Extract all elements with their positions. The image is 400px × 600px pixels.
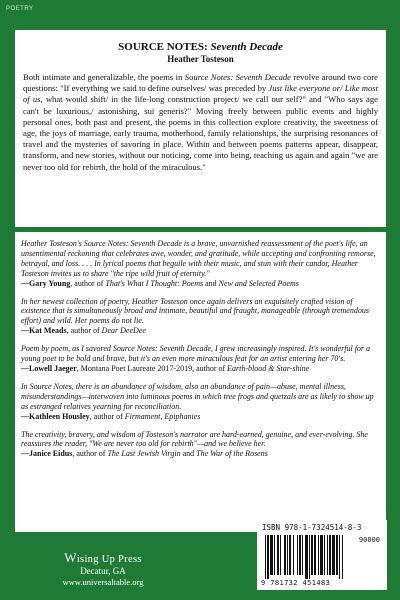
description-run: Source Notes: Seventh Decade — [184, 72, 291, 82]
publisher-website: www.universaltable.org — [62, 577, 144, 587]
barcode-bar — [270, 535, 273, 575]
barcode-bar — [289, 535, 291, 575]
isbn-number: ISBN 978-1-7324514-8-3 — [262, 523, 362, 532]
credit-run: , author of — [66, 326, 102, 336]
barcode-bar — [309, 535, 310, 579]
barcode-bar — [305, 535, 308, 579]
barcode-bar — [287, 535, 288, 575]
barcode-bar — [329, 535, 331, 575]
review-list — [21, 239, 380, 467]
review-quote: In Source Notes, there is an abundance of wisdom, also an abundance of pain—abuse, mental illness, misunderstandings—interwoven into luminous poems in which tree frogs and quetzals are as likely to show up as estranged relatives yearning for reconciliation. — [21, 381, 374, 411]
barcode-bar — [293, 535, 294, 575]
description-run: , what would shift/ in the life-long construction project/ we call our self?" and "Who says age can't be luxurious,/ astonishing, sui generis?" Moving freely between public events and highly personal ones, both past and present, the poems in this collection explore creativity, the sweetness of age, the joys of marriage, early trauma, motherhood, family relationships, the surprising resonances of travel and the mysteries of savoring in place. Within and between poems patterns appear, disappear, transform, and new stories, without our noticing, come into being, teaching us again and again "we are never too old for rebirth, the hold of the miraculous." — [23, 94, 378, 172]
credit-run: and — [180, 449, 197, 459]
publisher-city: Decatur, GA — [80, 566, 126, 576]
barcode-bar — [297, 535, 298, 575]
credit-run: , author of — [70, 278, 106, 288]
review-quote: Poem by poem, as I savored Source Notes: Seventh Decade, I grew increasingly inspired. It's wonderful for a young poet to be bold and brave, but it's an even more miraculous feat for an artist entering her 70's. — [21, 344, 371, 364]
credit-run: and — [203, 278, 219, 288]
review-credit — [21, 412, 380, 422]
barcode-bar — [339, 535, 340, 579]
barcode-bar — [327, 535, 328, 575]
credit-run: , Montana Poet Laureate 2017-2019, author of — [76, 363, 228, 373]
reviewer-name: —Gary Young — [21, 278, 71, 288]
book-title — [15, 41, 386, 54]
barcode-bar — [311, 535, 313, 575]
reviewer-name: —Kathleen Housley — [21, 411, 90, 421]
review-credit — [21, 326, 380, 336]
title-subtitle: Seventh Decade — [210, 41, 283, 53]
credit-run: Firmament, Epiphanies — [124, 411, 201, 421]
review-quote: In her newest collection of poetry, Heather Tosteson once again delivers an exquisitely crafted vision of existence that is simultaneously broad and intimate, beautiful and fraught, manageable (through tremendous effort) and wild. Her poems do not lie. — [21, 296, 369, 326]
review-item — [21, 382, 380, 422]
barcode-bar — [267, 535, 269, 579]
barcode-bar — [265, 535, 266, 579]
review-item — [21, 344, 380, 374]
review-item — [21, 297, 380, 337]
author-name: Heather Tosteson — [167, 54, 234, 64]
reviewer-name: —Lowell Jaeger — [21, 363, 77, 373]
description-run: Just like everyone or/ Like most of us — [23, 83, 378, 105]
review-item — [21, 239, 380, 289]
isbn-barcode — [257, 520, 387, 590]
ean-number: 9 781732 451483 — [261, 579, 331, 587]
barcode-bar — [318, 535, 319, 575]
barcode-bar — [274, 535, 275, 575]
barcode-bar — [320, 535, 323, 575]
book-description — [23, 72, 378, 173]
publisher-name: Wising Up Press — [64, 550, 142, 565]
description-panel — [15, 30, 386, 227]
credit-run: That's What I Thought: Poems — [105, 278, 204, 288]
barcode-bar — [342, 535, 343, 579]
barcode-bar — [284, 535, 286, 575]
reviews-panel — [15, 232, 386, 532]
credit-run: Earth-blood & Star-shine — [227, 363, 310, 373]
credit-run: , author of — [72, 449, 108, 459]
price-code: 90000 — [358, 536, 380, 544]
genre-label: POETRY — [6, 6, 34, 12]
review-item — [21, 430, 380, 460]
credit-run: The War of the Rosens — [196, 449, 268, 459]
credit-run: The Last Jewish Virgin — [107, 449, 181, 459]
review-credit — [21, 364, 380, 374]
barcode-bars — [263, 535, 381, 579]
barcode-bar — [324, 535, 325, 575]
title-main: SOURCE NOTES: — [118, 41, 211, 53]
reviewer-name: —Kat Meads — [21, 326, 67, 336]
barcode-bar — [299, 535, 301, 575]
review-credit — [21, 279, 380, 289]
barcode-bar — [314, 535, 316, 575]
barcode-bar — [332, 535, 335, 575]
reviewer-name: —Janice Eidus — [21, 449, 73, 459]
barcode-bar — [302, 535, 303, 575]
review-quote: The creativity, bravery, and wisdom of Tosteson's narrator are hard-earned, genuine, and ever-evolving. She reassures the reader, "We are never too old for rebirth"—and we believe her. — [21, 429, 368, 449]
review-credit — [21, 449, 380, 459]
description-run: Both intimate and generalizable, the poems in — [23, 72, 185, 82]
description-run: revolve around two core questions: "If everything we said to define ourselves/ was preceded by — [23, 72, 378, 94]
credit-run: , author of — [89, 411, 125, 421]
barcode-bar — [280, 535, 281, 575]
barcode-bar — [277, 535, 279, 575]
credit-run: New and Selected Poems — [218, 278, 299, 288]
review-quote: Heather Tosteson's Source Notes: Seventh Decade is a brave, unvarnished reassessment of the poet's life, an unsentimental reckoning that celebrates awe, wonder, and gratitude, while accepting and confronting remorse, betrayal, and loss. . . . In lyrical poems that beguile with their music, and stun with their candor, Heather Tosteson invites us to share "the ripe wild fruit of eternity." — [21, 239, 376, 278]
publisher-logo — [48, 551, 158, 588]
barcode-bar — [336, 535, 338, 575]
credit-run: Dear DeeDee — [101, 326, 146, 336]
